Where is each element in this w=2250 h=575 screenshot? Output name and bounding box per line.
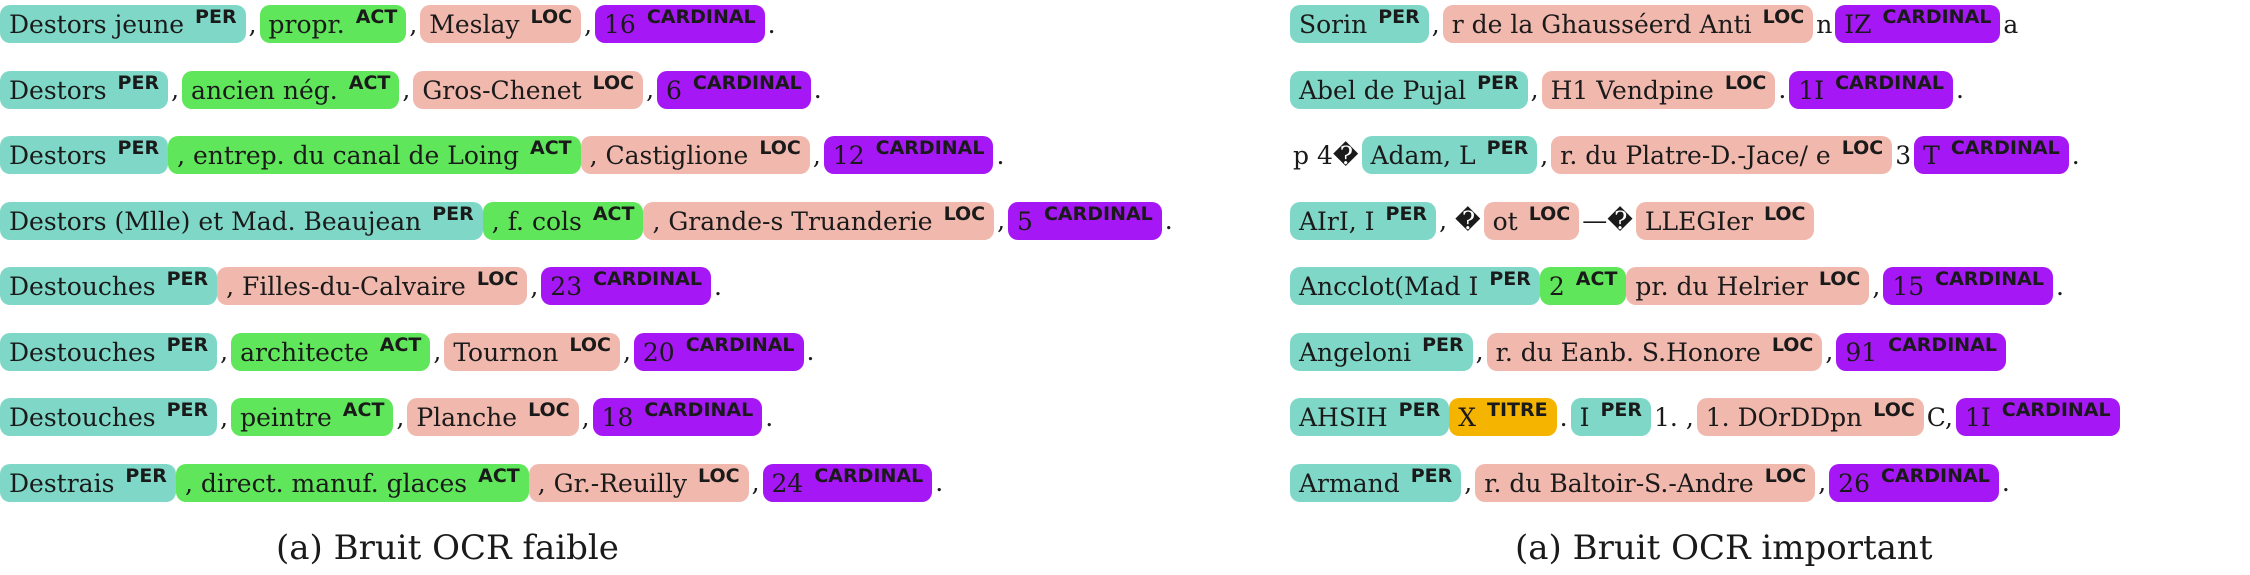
entity-per <box>1290 333 1473 371</box>
plain-text: —� <box>1582 206 1633 235</box>
entity-label: ACT <box>379 333 422 356</box>
entity-text: I <box>1579 403 1590 432</box>
entity-label: CARDINAL <box>1835 71 1944 94</box>
entity-act <box>182 71 399 109</box>
entity-text: Ancclot(Mad I <box>1299 272 1479 301</box>
entity-loc <box>1626 267 1869 305</box>
entity-label: LOC <box>759 137 801 159</box>
entity-label: LOC <box>1763 202 1806 225</box>
plain-text: , <box>1475 337 1484 366</box>
entity-cardinal <box>593 398 763 436</box>
entity-label: LOC <box>592 71 635 94</box>
entity-label: LOC <box>530 6 573 28</box>
entity-label: LOC <box>1818 268 1861 290</box>
entity-text: 24 <box>771 468 804 498</box>
entity-loc <box>581 136 810 174</box>
entity-loc <box>1636 202 1815 240</box>
entity-act <box>176 464 529 502</box>
entity-text: Destouches <box>9 272 156 301</box>
plain-text: , <box>396 402 405 432</box>
plain-text: , <box>248 9 257 39</box>
entity-loc <box>1542 71 1776 109</box>
entity-text: X <box>1458 403 1477 432</box>
plain-text: , <box>433 337 442 366</box>
entity-text: Abel de Pujal <box>1299 75 1467 105</box>
entity-loc <box>1475 464 1815 502</box>
entity-text: Adam, L <box>1370 141 1476 170</box>
entity-label: LOC <box>1873 399 1915 421</box>
plain-text: . <box>2055 271 2064 301</box>
entity-text: 18 <box>601 403 634 432</box>
entity-label: ACT <box>529 137 572 159</box>
plain-text: , <box>622 337 631 366</box>
entity-text: ancien nég. <box>191 75 338 105</box>
entity-text: Armand <box>1299 468 1400 498</box>
entity-text: pr. du Helrier <box>1635 272 1808 301</box>
plain-text: , <box>646 75 655 104</box>
entity-text: propr. <box>268 10 345 39</box>
entity-text: 91 <box>1845 337 1878 367</box>
entity-cardinal <box>763 464 933 502</box>
entity-loc <box>1697 398 1924 436</box>
entity-per <box>0 333 217 371</box>
entity-text: 15 <box>1892 272 1925 301</box>
plain-text: , <box>220 337 229 366</box>
entity-loc <box>1551 136 1892 174</box>
entity-label: LOC <box>1771 333 1814 356</box>
entity-text: AHSIH <box>1299 403 1388 432</box>
entity-per <box>1362 136 1538 174</box>
plain-text: , <box>409 9 418 39</box>
entity-loc <box>217 267 527 305</box>
entity-text: , direct. manuf. glaces <box>184 468 468 498</box>
ner-line <box>1290 393 2120 441</box>
entity-cardinal <box>824 136 994 174</box>
plain-text: . <box>1559 402 1568 432</box>
plain-text: n <box>1816 9 1833 39</box>
plain-text: , <box>1540 140 1549 170</box>
entity-label: CARDINAL <box>646 6 756 28</box>
entity-text: 1I <box>1964 403 1991 432</box>
caption-low-noise: (a) Bruit OCR faible <box>276 528 619 568</box>
entity-loc <box>1487 333 1823 371</box>
entity-act <box>1540 267 1627 305</box>
entity-cardinal <box>1789 71 1953 109</box>
entity-label: PER <box>1422 333 1464 356</box>
entity-text: T <box>1923 141 1940 170</box>
entity-text: ot <box>1492 206 1518 236</box>
entity-text: 6 <box>666 75 682 105</box>
entity-text: 1. DOrDDpn <box>1705 403 1863 432</box>
entity-text: , f. cols <box>491 206 582 236</box>
plain-text: 1. , <box>1654 402 1694 432</box>
entity-per <box>1290 267 1540 305</box>
entity-label: CARDINAL <box>1935 268 2044 290</box>
entity-label: LOC <box>1764 464 1807 487</box>
plain-text: , <box>584 9 593 39</box>
plain-text: . <box>935 468 944 497</box>
entity-loc <box>529 464 749 502</box>
plain-text: . <box>813 75 822 104</box>
entity-per <box>1290 398 1449 436</box>
entity-text: 1I <box>1798 75 1825 105</box>
plain-text: , � <box>1439 206 1481 235</box>
ner-line <box>0 197 1176 245</box>
entity-label: ACT <box>342 399 385 421</box>
entity-label: LOC <box>476 268 519 290</box>
entity-text: 23 <box>550 272 583 301</box>
entity-loc <box>444 333 620 371</box>
plain-text: . <box>1955 75 1964 104</box>
entity-text: 16 <box>604 10 636 39</box>
plain-text: C, <box>1926 402 1953 432</box>
entity-label: CARDINAL <box>692 71 802 94</box>
entity-label: CARDINAL <box>1043 202 1153 225</box>
entity-label: CARDINAL <box>1882 6 1992 28</box>
entity-cardinal <box>634 333 804 371</box>
ner-line <box>0 459 946 507</box>
ner-line <box>1290 131 2083 179</box>
entity-text: r. du Platre-D.-Jace/ e <box>1560 141 1831 170</box>
plain-text: . <box>806 337 815 366</box>
entity-per <box>0 464 176 502</box>
entity-per <box>1571 398 1651 436</box>
entity-act <box>483 202 644 240</box>
entity-per <box>1290 5 1429 43</box>
plain-text: 3 <box>1895 140 1912 170</box>
plain-text: . <box>996 140 1005 170</box>
ner-line <box>1290 0 2021 48</box>
plain-text: , <box>530 271 539 301</box>
ner-line <box>1290 197 1814 245</box>
plain-text: . <box>767 9 776 39</box>
entity-act <box>260 5 407 43</box>
entity-label: ACT <box>478 464 520 487</box>
ner-line <box>1290 262 2067 310</box>
entity-label: CARDINAL <box>875 137 985 159</box>
entity-text: , Gr.-Reuilly <box>537 468 688 498</box>
entity-cardinal <box>1914 136 2069 174</box>
plain-text: , <box>581 402 590 432</box>
entity-label: TITRE <box>1487 399 1548 421</box>
entity-text: IZ <box>1844 10 1872 39</box>
entity-label: CARDINAL <box>1950 137 2060 159</box>
entity-text: r. du Eanb. S.Honore <box>1495 337 1761 367</box>
entity-per <box>0 398 217 436</box>
plain-text: , <box>1464 468 1473 497</box>
entity-label: LOC <box>1762 6 1805 28</box>
entity-label: ACT <box>1575 268 1618 290</box>
entity-text: 20 <box>642 337 675 367</box>
entity-text: Angeloni <box>1299 337 1412 367</box>
entity-label: PER <box>1410 464 1453 487</box>
ner-line <box>0 66 825 114</box>
entity-per <box>1290 464 1461 502</box>
ner-line <box>1290 459 2013 507</box>
entity-loc <box>413 71 643 109</box>
entity-text: r de la Ghausséerd Anti <box>1451 10 1752 39</box>
plain-text: , <box>812 140 821 170</box>
entity-text: Gros-Chenet <box>422 75 582 105</box>
entity-text: LLEGIer <box>1644 206 1753 236</box>
entity-text: Destrais <box>9 468 115 498</box>
entity-label: PER <box>195 6 237 28</box>
plain-text: . <box>765 402 774 432</box>
plain-text: , <box>1530 75 1539 104</box>
entity-text: H1 Vendpine <box>1550 75 1714 105</box>
entity-text: Tournon <box>453 337 559 367</box>
entity-text: architecte <box>240 337 369 367</box>
entity-label: PER <box>1489 268 1531 290</box>
entity-label: PER <box>1477 71 1519 94</box>
entity-per <box>0 267 217 305</box>
entity-cardinal <box>657 71 811 109</box>
entity-label: PER <box>166 268 209 290</box>
entity-text: Destors <box>9 75 107 105</box>
entity-label: PER <box>1385 202 1428 225</box>
entity-label: ACT <box>348 71 391 94</box>
entity-label: LOC <box>698 464 740 487</box>
entity-label: PER <box>166 399 209 421</box>
entity-per <box>1290 202 1436 240</box>
entity-per <box>0 202 483 240</box>
entity-label: LOC <box>569 333 611 356</box>
entity-text: Sorin <box>1299 10 1368 39</box>
entity-titre <box>1449 398 1556 436</box>
entity-label: PER <box>432 202 474 225</box>
entity-per <box>1290 71 1528 109</box>
plain-text: , <box>402 75 411 104</box>
entity-label: CARDINAL <box>1888 333 1997 356</box>
entity-cardinal <box>1008 202 1162 240</box>
entity-text: r. du Baltoir-S.-Andre <box>1484 468 1754 498</box>
entity-cardinal <box>1835 5 2000 43</box>
entity-label: CARDINAL <box>593 268 702 290</box>
entity-text: 26 <box>1838 468 1870 498</box>
entity-loc <box>1484 202 1580 240</box>
plain-text: , <box>1872 271 1881 301</box>
entity-act <box>231 398 393 436</box>
entity-label: LOC <box>528 399 570 421</box>
entity-text: Destouches <box>9 403 156 432</box>
entity-label: PER <box>125 464 167 487</box>
entity-label: PER <box>1398 399 1441 421</box>
entity-per <box>0 71 168 109</box>
entity-text: 2 <box>1548 272 1565 301</box>
entity-loc <box>407 398 578 436</box>
entity-text: , Filles-du-Calvaire <box>226 272 466 301</box>
entity-text: Destors (Mlle) et Mad. Beaujean <box>9 206 422 236</box>
entity-label: PER <box>117 137 160 159</box>
entity-cardinal <box>1956 398 2120 436</box>
entity-text: , Grande-s Truanderie <box>652 206 933 236</box>
plain-text: , <box>1825 337 1834 366</box>
ner-line <box>0 393 776 441</box>
plain-text: a <box>2003 9 2019 39</box>
entity-label: ACT <box>355 6 398 28</box>
entity-label: LOC <box>1724 71 1767 94</box>
entity-text: Planche <box>416 403 518 432</box>
ner-line <box>1290 66 1967 114</box>
entity-cardinal <box>1883 267 2053 305</box>
entity-text: peintre <box>240 403 332 432</box>
plain-text: , <box>751 468 760 497</box>
entity-cardinal <box>595 5 765 43</box>
entity-label: CARDINAL <box>644 399 754 421</box>
plain-text: . <box>1778 75 1787 104</box>
entity-text: Destouches <box>9 337 156 367</box>
entity-text: Destors <box>9 141 107 170</box>
entity-text: AIrI, I <box>1299 206 1375 236</box>
ner-line <box>0 0 779 48</box>
entity-per <box>0 5 246 43</box>
entity-label: PER <box>166 333 209 356</box>
entity-label: CARDINAL <box>685 333 795 356</box>
entity-loc <box>643 202 994 240</box>
entity-label: LOC <box>1528 202 1571 225</box>
entity-label: CARDINAL <box>1880 464 1990 487</box>
entity-text: Meslay <box>429 10 520 39</box>
ner-line <box>0 262 725 310</box>
entity-cardinal <box>1829 464 1999 502</box>
plain-text: , <box>1818 468 1827 497</box>
plain-text: . <box>2071 140 2080 170</box>
ner-line <box>0 131 1007 179</box>
entity-cardinal <box>541 267 711 305</box>
entity-text: Destors jeune <box>9 10 185 39</box>
entity-label: CARDINAL <box>814 464 924 487</box>
entity-text: , Castiglione <box>589 141 749 170</box>
entity-text: , entrep. du canal de Loing <box>177 141 519 170</box>
entity-label: PER <box>1378 6 1420 28</box>
plain-text: p 4� <box>1293 140 1359 170</box>
entity-label: LOC <box>943 202 986 225</box>
entity-loc <box>420 5 581 43</box>
plain-text: , <box>997 206 1006 235</box>
ner-line <box>0 328 818 376</box>
plain-text: . <box>713 271 722 301</box>
plain-text: . <box>1164 206 1173 235</box>
entity-label: ACT <box>592 202 635 225</box>
plain-text: , <box>1431 9 1440 39</box>
entity-label: PER <box>1486 137 1529 159</box>
entity-label: CARDINAL <box>2001 399 2111 421</box>
entity-text: 12 <box>832 141 865 170</box>
entity-label: LOC <box>1841 137 1884 159</box>
plain-text: , <box>171 75 180 104</box>
plain-text: . <box>2001 468 2010 497</box>
caption-high-noise: (a) Bruit OCR important <box>1515 528 1933 568</box>
ner-line <box>1290 328 2006 376</box>
plain-text: , <box>220 402 229 432</box>
entity-text: 5 <box>1017 206 1033 236</box>
entity-label: PER <box>117 71 160 94</box>
entity-loc <box>1443 5 1813 43</box>
entity-cardinal <box>1836 333 2006 371</box>
entity-label: PER <box>1600 399 1643 421</box>
entity-act <box>231 333 430 371</box>
entity-per <box>0 136 168 174</box>
entity-act <box>168 136 581 174</box>
